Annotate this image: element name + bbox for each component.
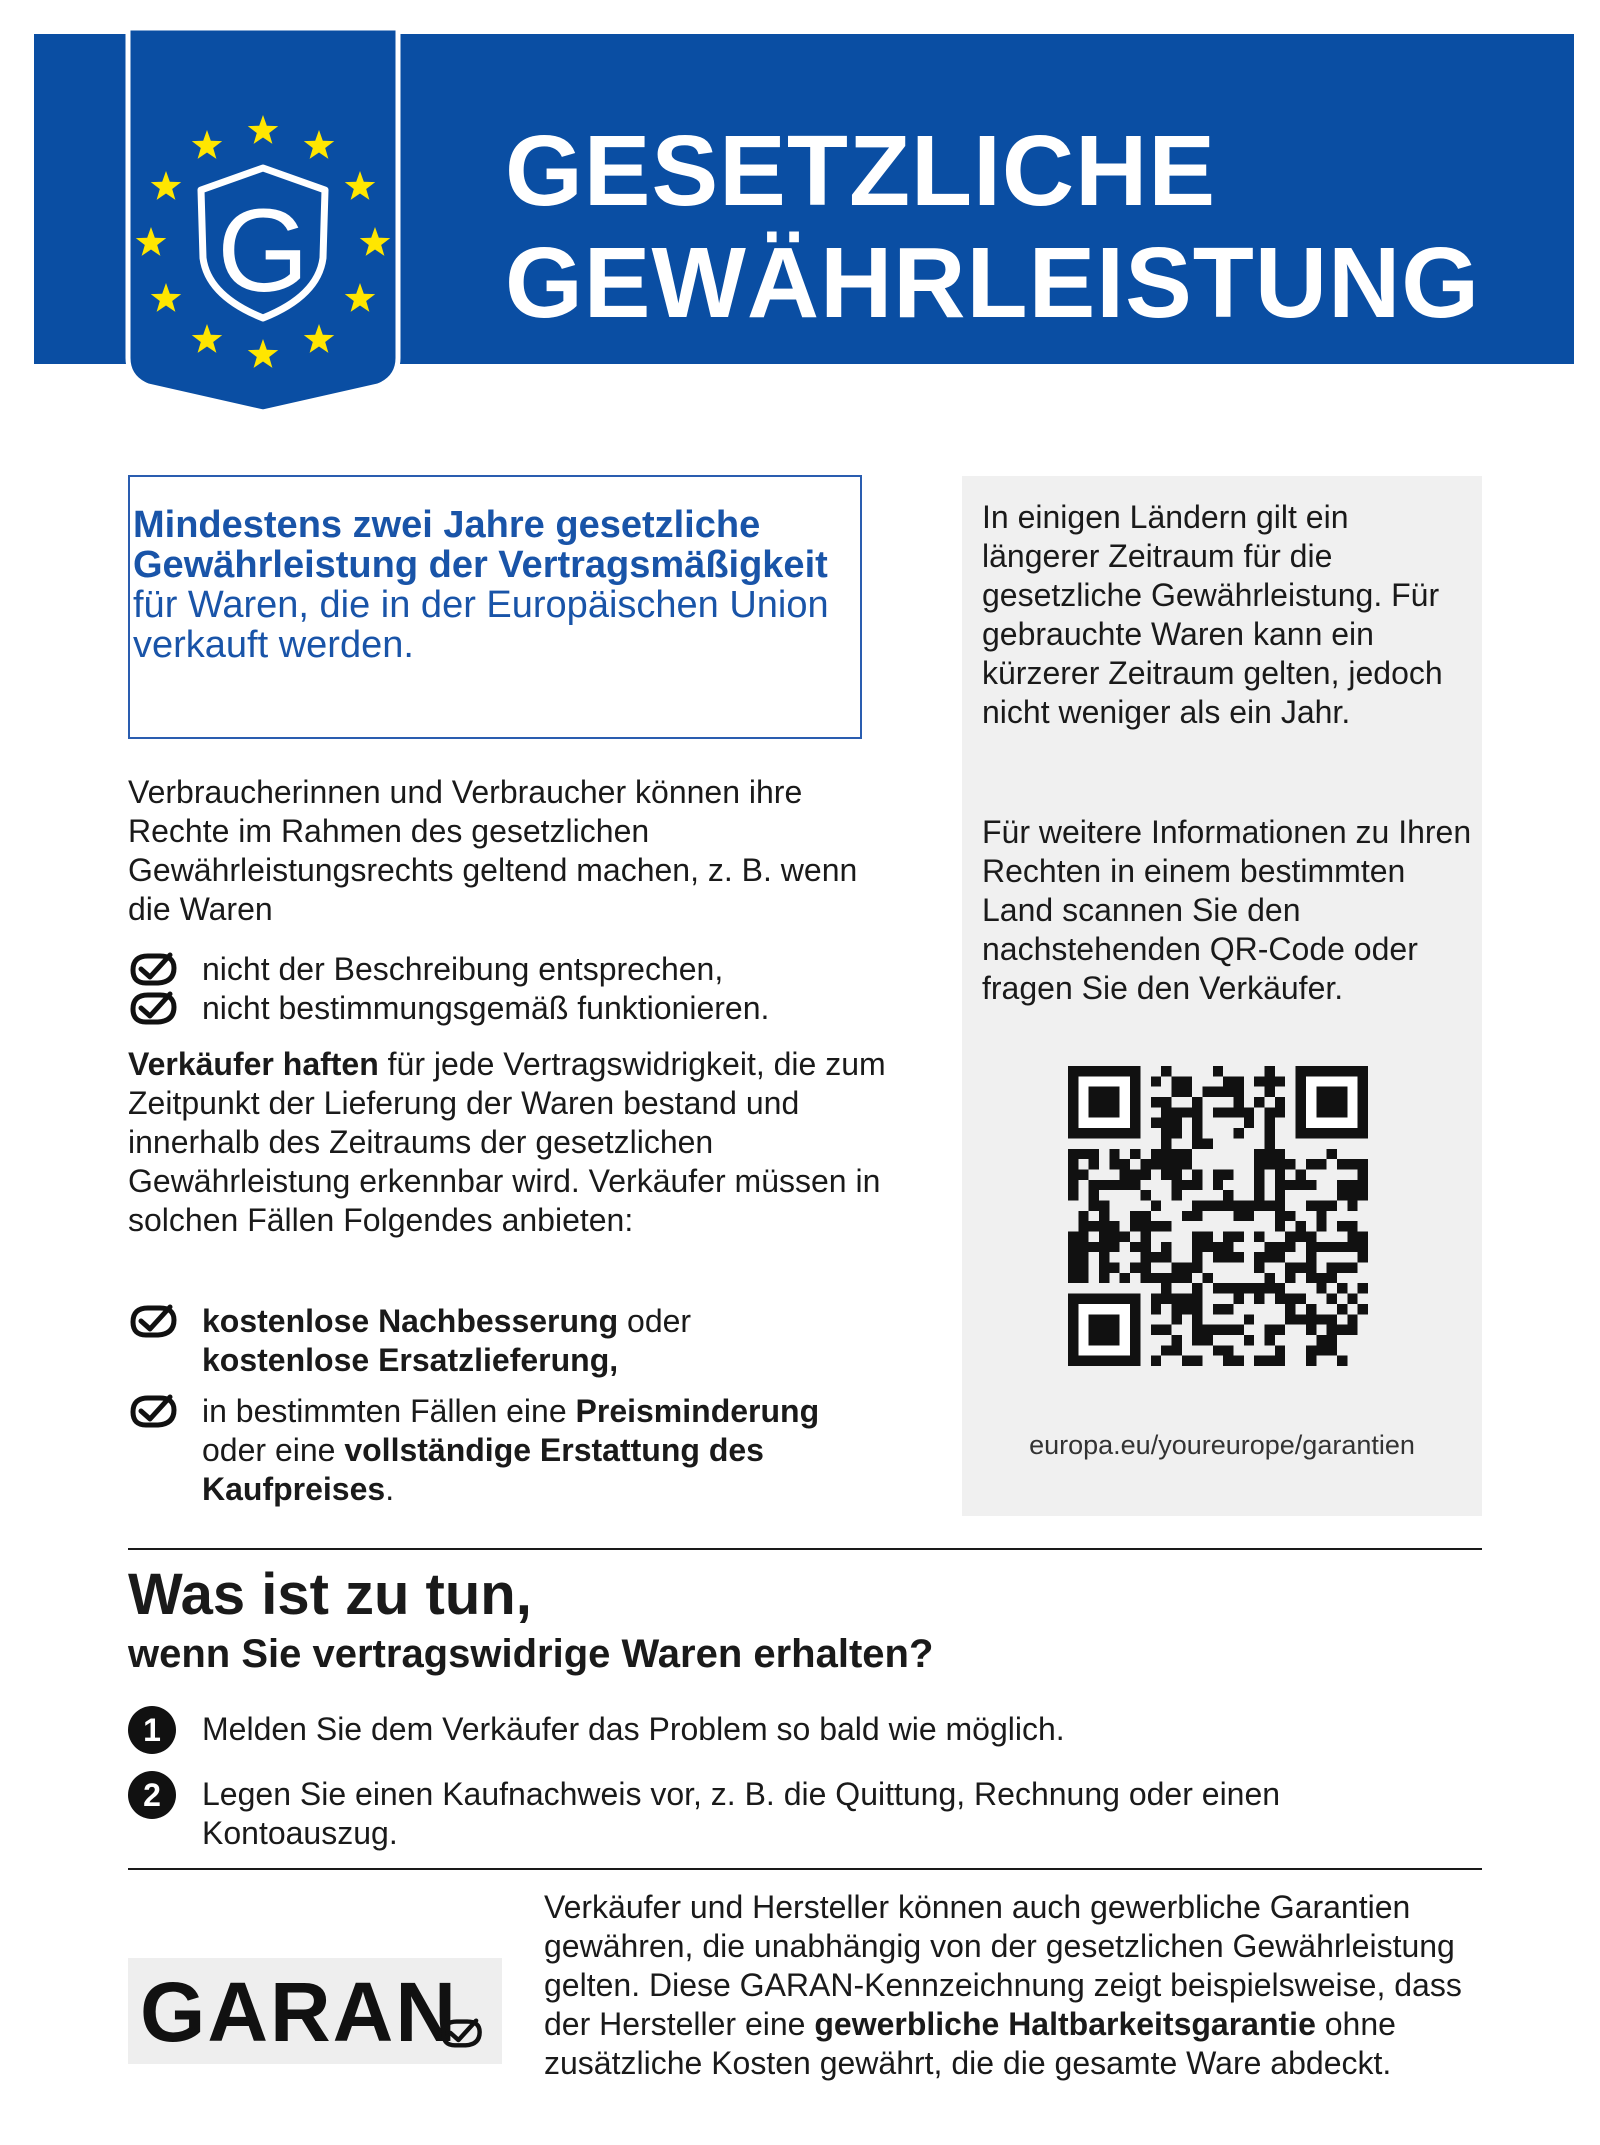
step-number: 1: [128, 1706, 176, 1754]
title-line-2: GEWÄHRLEISTUNG: [505, 227, 1481, 339]
remedy-bold: Preisminderung: [575, 1393, 820, 1429]
highlight-bold: Mindestens zwei Jahre gesetzliche Gewährleistung der Vertragsmäßigkeit: [133, 504, 828, 586]
check-icon: [130, 1394, 178, 1428]
highlight-text: [133, 505, 853, 665]
check-icon: [130, 952, 178, 986]
remedy-item: [130, 1392, 882, 1509]
highlight-normal: für Waren, die in der Europäischen Union verkauft werden.: [133, 584, 829, 666]
step-item: [128, 1775, 1442, 1853]
qr-url-link[interactable]: europa.eu/youreurope/garantien: [1029, 1430, 1415, 1460]
commercial-body: ohne zusätzliche Kosten gewährt, die die gesamte Ware abdeckt.: [544, 2006, 1396, 2081]
remedy-bold: kostenlose Ersatzlieferung,: [202, 1342, 619, 1378]
divider: [128, 1548, 1482, 1550]
qr-code-icon[interactable]: [1068, 1066, 1368, 1366]
info-paragraph: Für weitere Informationen zu Ihren Rechten in einem bestimmten Land scannen Sie den nachstehenden QR-Code oder fragen Sie den Verkäufer.: [982, 814, 1472, 1006]
divider: [128, 1868, 1482, 1870]
commercial-text: [544, 1888, 1484, 2083]
remedy-bold: vollständige Erstattung des Kaufpreises: [202, 1432, 764, 1507]
title-line-1: GESETZLICHE: [505, 115, 1217, 227]
check-icon: [130, 991, 178, 1025]
step-item: [128, 1710, 1442, 1754]
steps-title: Was ist zu tun,: [128, 1562, 532, 1627]
check-label: nicht bestimmungsgemäß funktionieren.: [202, 990, 770, 1026]
step-number: 2: [128, 1771, 176, 1819]
commercial-body: Verkäufer und Hersteller können auch gewerbliche Garantien gewähren, die unabhängig von der gesetzlichen Gewährleistung gelten. Diese GARAN-Kennzeichnung zeigt beispielsweise, dass der Hersteller eine: [544, 1889, 1462, 2042]
check-icon: [130, 1304, 178, 1338]
liability-bold: Verkäufer haften: [128, 1046, 379, 1082]
check-label: nicht der Beschreibung entsprechen,: [202, 951, 724, 987]
remedy-item: [130, 1302, 882, 1380]
check-item: [130, 950, 723, 989]
remedy-label: [202, 1392, 882, 1509]
page-title: [505, 115, 1555, 339]
liability-body: für jede Vertragswidrigkeit, die zum Zeitpunkt der Lieferung der Waren bestand und innerhalb des Zeitraums der gesetzlichen Gewährleistung erkennbar wird. Verkäufer müssen in solchen Fällen Folgendes anbieten:: [128, 1046, 886, 1238]
steps-subtitle: wenn Sie vertragswidrige Waren erhalten?: [128, 1632, 934, 1676]
remedy-text: .: [385, 1471, 395, 1507]
check-item: [130, 989, 769, 1028]
emblem-letter: G: [217, 185, 309, 317]
remedy-text: in bestimmten Fällen eine: [202, 1393, 576, 1429]
garan-check-icon: [440, 2018, 484, 2048]
intro-text: Verbraucherinnen und Verbraucher können ihre Rechte im Rahmen des gesetzlichen Gewährleistungsrechts geltend machen, z. B. wenn die Waren: [128, 774, 858, 927]
eu-stars-shield-icon: [120, 28, 406, 418]
garan-logo: GARAN: [140, 1965, 458, 2059]
info-paragraph: In einigen Ländern gilt ein längerer Zeitraum für die gesetzliche Gewährleistung. Für gebrauchte Waren kann ein kürzerer Zeitraum gelten, jedoch nicht weniger als ein Jahr.: [982, 499, 1443, 730]
remedy-text: oder: [618, 1303, 692, 1339]
remedy-label: [202, 1302, 882, 1380]
remedy-bold: kostenlose Nachbesserung: [202, 1303, 619, 1339]
liability-text: [128, 1045, 888, 1240]
remedy-text: oder eine: [202, 1432, 345, 1468]
step-text: Melden Sie dem Verkäufer das Problem so bald wie möglich.: [202, 1711, 1065, 1747]
step-text: Legen Sie einen Kaufnachweis vor, z. B. die Quittung, Rechnung oder einen Kontoauszug.: [202, 1776, 1281, 1851]
commercial-bold: gewerbliche Haltbarkeitsgarantie: [814, 2006, 1316, 2042]
